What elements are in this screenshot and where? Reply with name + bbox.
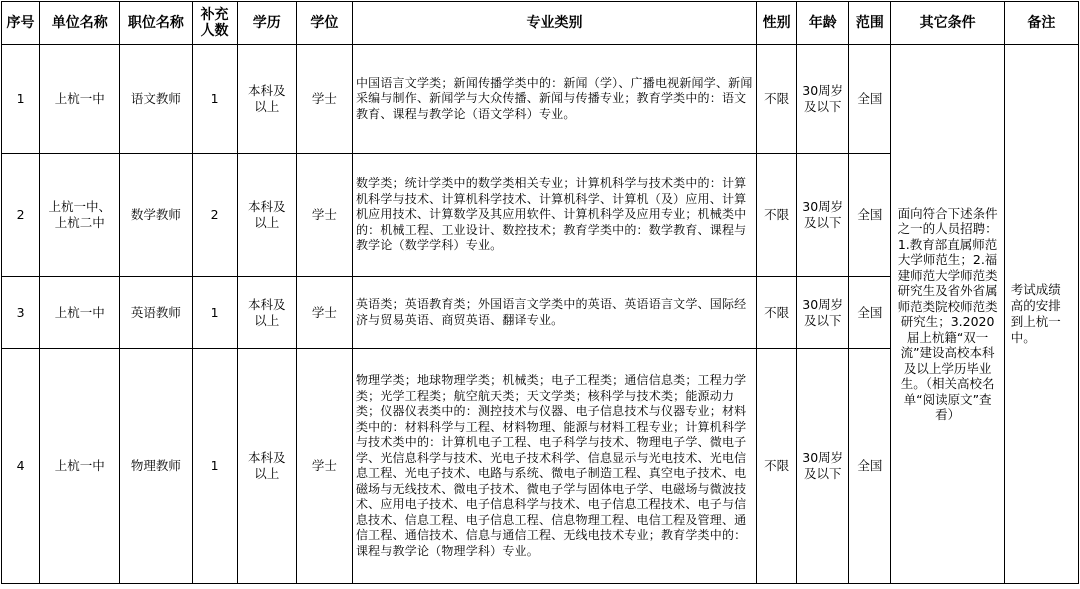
cell-age: 30周岁及以下 <box>797 45 849 154</box>
header-count: 补充人数 <box>192 2 237 45</box>
cell-education: 本科及以上 <box>237 45 296 154</box>
cell-gender: 不限 <box>757 349 797 584</box>
cell-education: 本科及以上 <box>237 277 296 349</box>
cell-gender: 不限 <box>757 45 797 154</box>
header-remark: 备注 <box>1004 2 1078 45</box>
cell-major: 物理学类；地球物理学类；机械类；电子工程类；通信信息类；工程力学类；光学工程类；航空航天类；天文学类；核科学与技术类；能源动力类；仪器仪表类中的：测控技术与仪器、电子信息技术与仪器专业；材料类中的：材料科学与工程、材料物理、能源与材料工程专业；计算机科学与技术类中的：计算机电子工程、电子科学与技术、物理电子学、微电子学、光信息科学与技术、光电子技术科学、信息显示与光电技术、光电信息工程、光电子技术、电路与系统、微电子制造工程、真空电子技术、电磁场与无线技术、微电子技术、微电子学与固体电子学、电磁场与微波技术、应用电子技术、电子信息科学与技术、电子信息工程技术、电子与信息技术、信息工程、电子信息工程、信息物理工程、电信工程及管理、通信工程、通信技术、信息与通信工程、无线电技术专业；教育学类中的：课程与教学论（物理学科）专业。 <box>352 349 756 584</box>
cell-seq: 4 <box>2 349 40 584</box>
cell-age: 30周岁及以下 <box>797 349 849 584</box>
header-other: 其它条件 <box>891 2 1004 45</box>
table-row <box>2 45 1079 154</box>
header-row <box>2 2 1079 45</box>
cell-scope: 全国 <box>849 277 891 349</box>
cell-education: 本科及以上 <box>237 349 296 584</box>
cell-count: 1 <box>192 349 237 584</box>
cell-position: 物理教师 <box>120 349 192 584</box>
cell-major: 英语类；英语教育类；外国语言文学类中的英语、英语语言文学、国际经济与贸易英语、商贸英语、翻译专业。 <box>352 277 756 349</box>
header-major: 专业类别 <box>352 2 756 45</box>
cell-unit: 上杭一中 <box>40 349 120 584</box>
header-gender: 性别 <box>757 2 797 45</box>
cell-major: 中国语言文学类；新闻传播学类中的：新闻（学）、广播电视新闻学、新闻采编与制作、新闻学与大众传播、新闻与传播专业；教育学类中的：语文教育、课程与教学论（语文学科）专业。 <box>352 45 756 154</box>
cell-gender: 不限 <box>757 154 797 277</box>
cell-unit: 上杭一中、上杭二中 <box>40 154 120 277</box>
cell-count: 1 <box>192 277 237 349</box>
cell-age: 30周岁及以下 <box>797 277 849 349</box>
cell-other-conditions: 面向符合下述条件之一的人员招聘：1.教育部直属师范大学师范生；2.福建师范大学师范类研究生及省外省属师范类院校师范类研究生；3.2020届上杭籍“双一流”建设高校本科及以上学历毕业生。（相关高校名单“阅读原文”查看） <box>891 45 1004 584</box>
cell-education: 本科及以上 <box>237 154 296 277</box>
cell-seq: 3 <box>2 277 40 349</box>
cell-degree: 学士 <box>296 154 352 277</box>
cell-age: 30周岁及以下 <box>797 154 849 277</box>
cell-degree: 学士 <box>296 277 352 349</box>
cell-scope: 全国 <box>849 154 891 277</box>
cell-major: 数学类；统计学类中的数学类相关专业；计算机科学与技术类中的：计算机科学与技术、计算机科学技术、计算机科学、计算机（及）应用、计算机应用技术、计算数学及其应用软件、计算机科学及应用专业；机械类中的：机械工程、工业设计、数控技术；教育学类中的：数学教育、课程与教学论（数学学科）专业。 <box>352 154 756 277</box>
cell-count: 1 <box>192 45 237 154</box>
cell-seq: 2 <box>2 154 40 277</box>
cell-position: 数学教师 <box>120 154 192 277</box>
cell-remark: 考试成绩高的安排到上杭一中。 <box>1004 45 1078 584</box>
cell-count: 2 <box>192 154 237 277</box>
cell-degree: 学士 <box>296 349 352 584</box>
cell-unit: 上杭一中 <box>40 277 120 349</box>
header-education: 学历 <box>237 2 296 45</box>
header-unit: 单位名称 <box>40 2 120 45</box>
cell-degree: 学士 <box>296 45 352 154</box>
cell-unit: 上杭一中 <box>40 45 120 154</box>
cell-gender: 不限 <box>757 277 797 349</box>
cell-seq: 1 <box>2 45 40 154</box>
cell-position: 英语教师 <box>120 277 192 349</box>
recruitment-table <box>1 1 1079 584</box>
header-scope: 范围 <box>849 2 891 45</box>
header-age: 年龄 <box>797 2 849 45</box>
header-degree: 学位 <box>296 2 352 45</box>
cell-position: 语文教师 <box>120 45 192 154</box>
header-position: 职位名称 <box>120 2 192 45</box>
header-seq: 序号 <box>2 2 40 45</box>
cell-scope: 全国 <box>849 349 891 584</box>
cell-scope: 全国 <box>849 45 891 154</box>
